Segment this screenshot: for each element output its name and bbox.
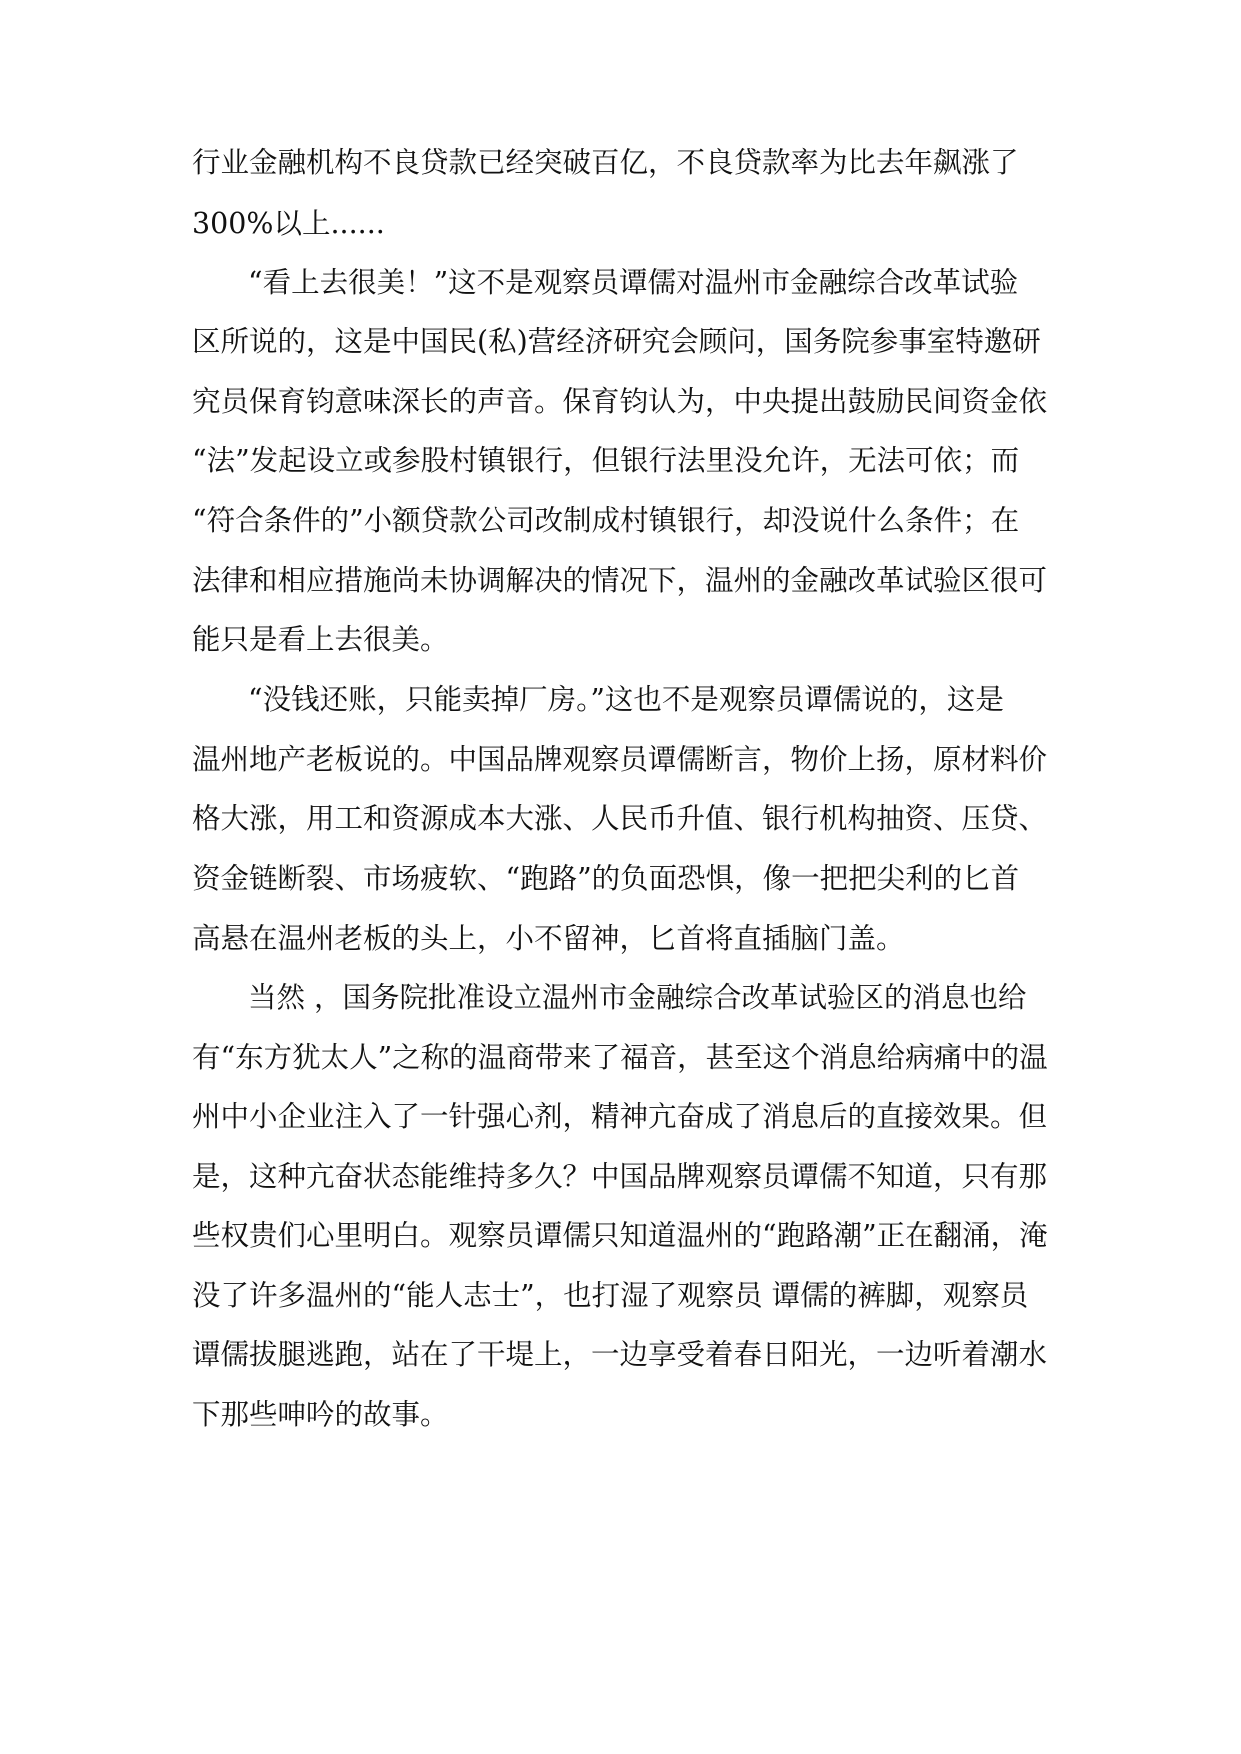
- paragraph-first-line: “没钱还账，只能卖掉厂房。”这也不是观察员谭儒说的，这是: [248, 683, 1004, 716]
- text-line: 温州地产老板说的。中国品牌观察员谭儒断言，物价上扬，原材料价: [192, 743, 1048, 776]
- text-line: “法”发起设立或参股村镇银行，但银行法里没允许，无法可依；而: [192, 444, 1020, 477]
- text-line: 300%以上......: [192, 207, 385, 240]
- text-line: 区所说的，这是中国民(私)营经济研究会顾问，国务院参事室特邀研: [192, 325, 1041, 358]
- text-line: 没了许多温州的“能人志士”，也打湿了观察员 谭儒的裤脚，观察员: [192, 1279, 1029, 1312]
- text-line: 有“东方犹太人”之称的温商带来了福音，甚至这个消息给病痛中的温: [192, 1041, 1048, 1074]
- text-line: 谭儒拔腿逃跑，站在了干堤上，一边享受着春日阳光，一边听着潮水: [192, 1338, 1048, 1371]
- paragraph-first-line: “看上去很美！”这不是观察员谭儒对温州市金融综合改革试验: [248, 266, 1019, 299]
- text-line: 下那些呻吟的故事。: [192, 1398, 449, 1431]
- text-line: 州中小企业注入了一针强心剂，精神亢奋成了消息后的直接效果。但: [192, 1100, 1048, 1133]
- text-line: “符合条件的”小额贷款公司改制成村镇银行，却没说什么条件；在: [192, 504, 1020, 537]
- text-line: 些权贵们心里明白。观察员谭儒只知道温州的“跑路潮”正在翻涌，淹: [192, 1219, 1048, 1252]
- text-line: 是，这种亢奋状态能维持多久？中国品牌观察员谭儒不知道，只有那: [192, 1160, 1048, 1193]
- text-line: 法律和相应措施尚未协调解决的情况下，温州的金融改革试验区很可: [192, 564, 1048, 597]
- paragraph-first-line: 当然 ，国务院批准设立温州市金融综合改革试验区的消息也给: [248, 981, 1027, 1014]
- text-line: 资金链断裂、市场疲软、“跑路”的负面恐惧，像一把把尖利的匕首: [192, 862, 1020, 895]
- text-line: 行业金融机构不良贷款已经突破百亿，不良贷款率为比去年飙涨了: [192, 146, 1019, 179]
- text-line: 究员保育钧意味深长的声音。保育钧认为，中央提出鼓励民间资金依: [192, 385, 1048, 418]
- text-line: 格大涨，用工和资源成本大涨、人民币升值、银行机构抽资、压贷、: [192, 802, 1048, 835]
- text-line: 能只是看上去很美。: [192, 623, 449, 656]
- text-line: 高悬在温州老板的头上，小不留神，匕首将直插脑门盖。: [192, 922, 905, 955]
